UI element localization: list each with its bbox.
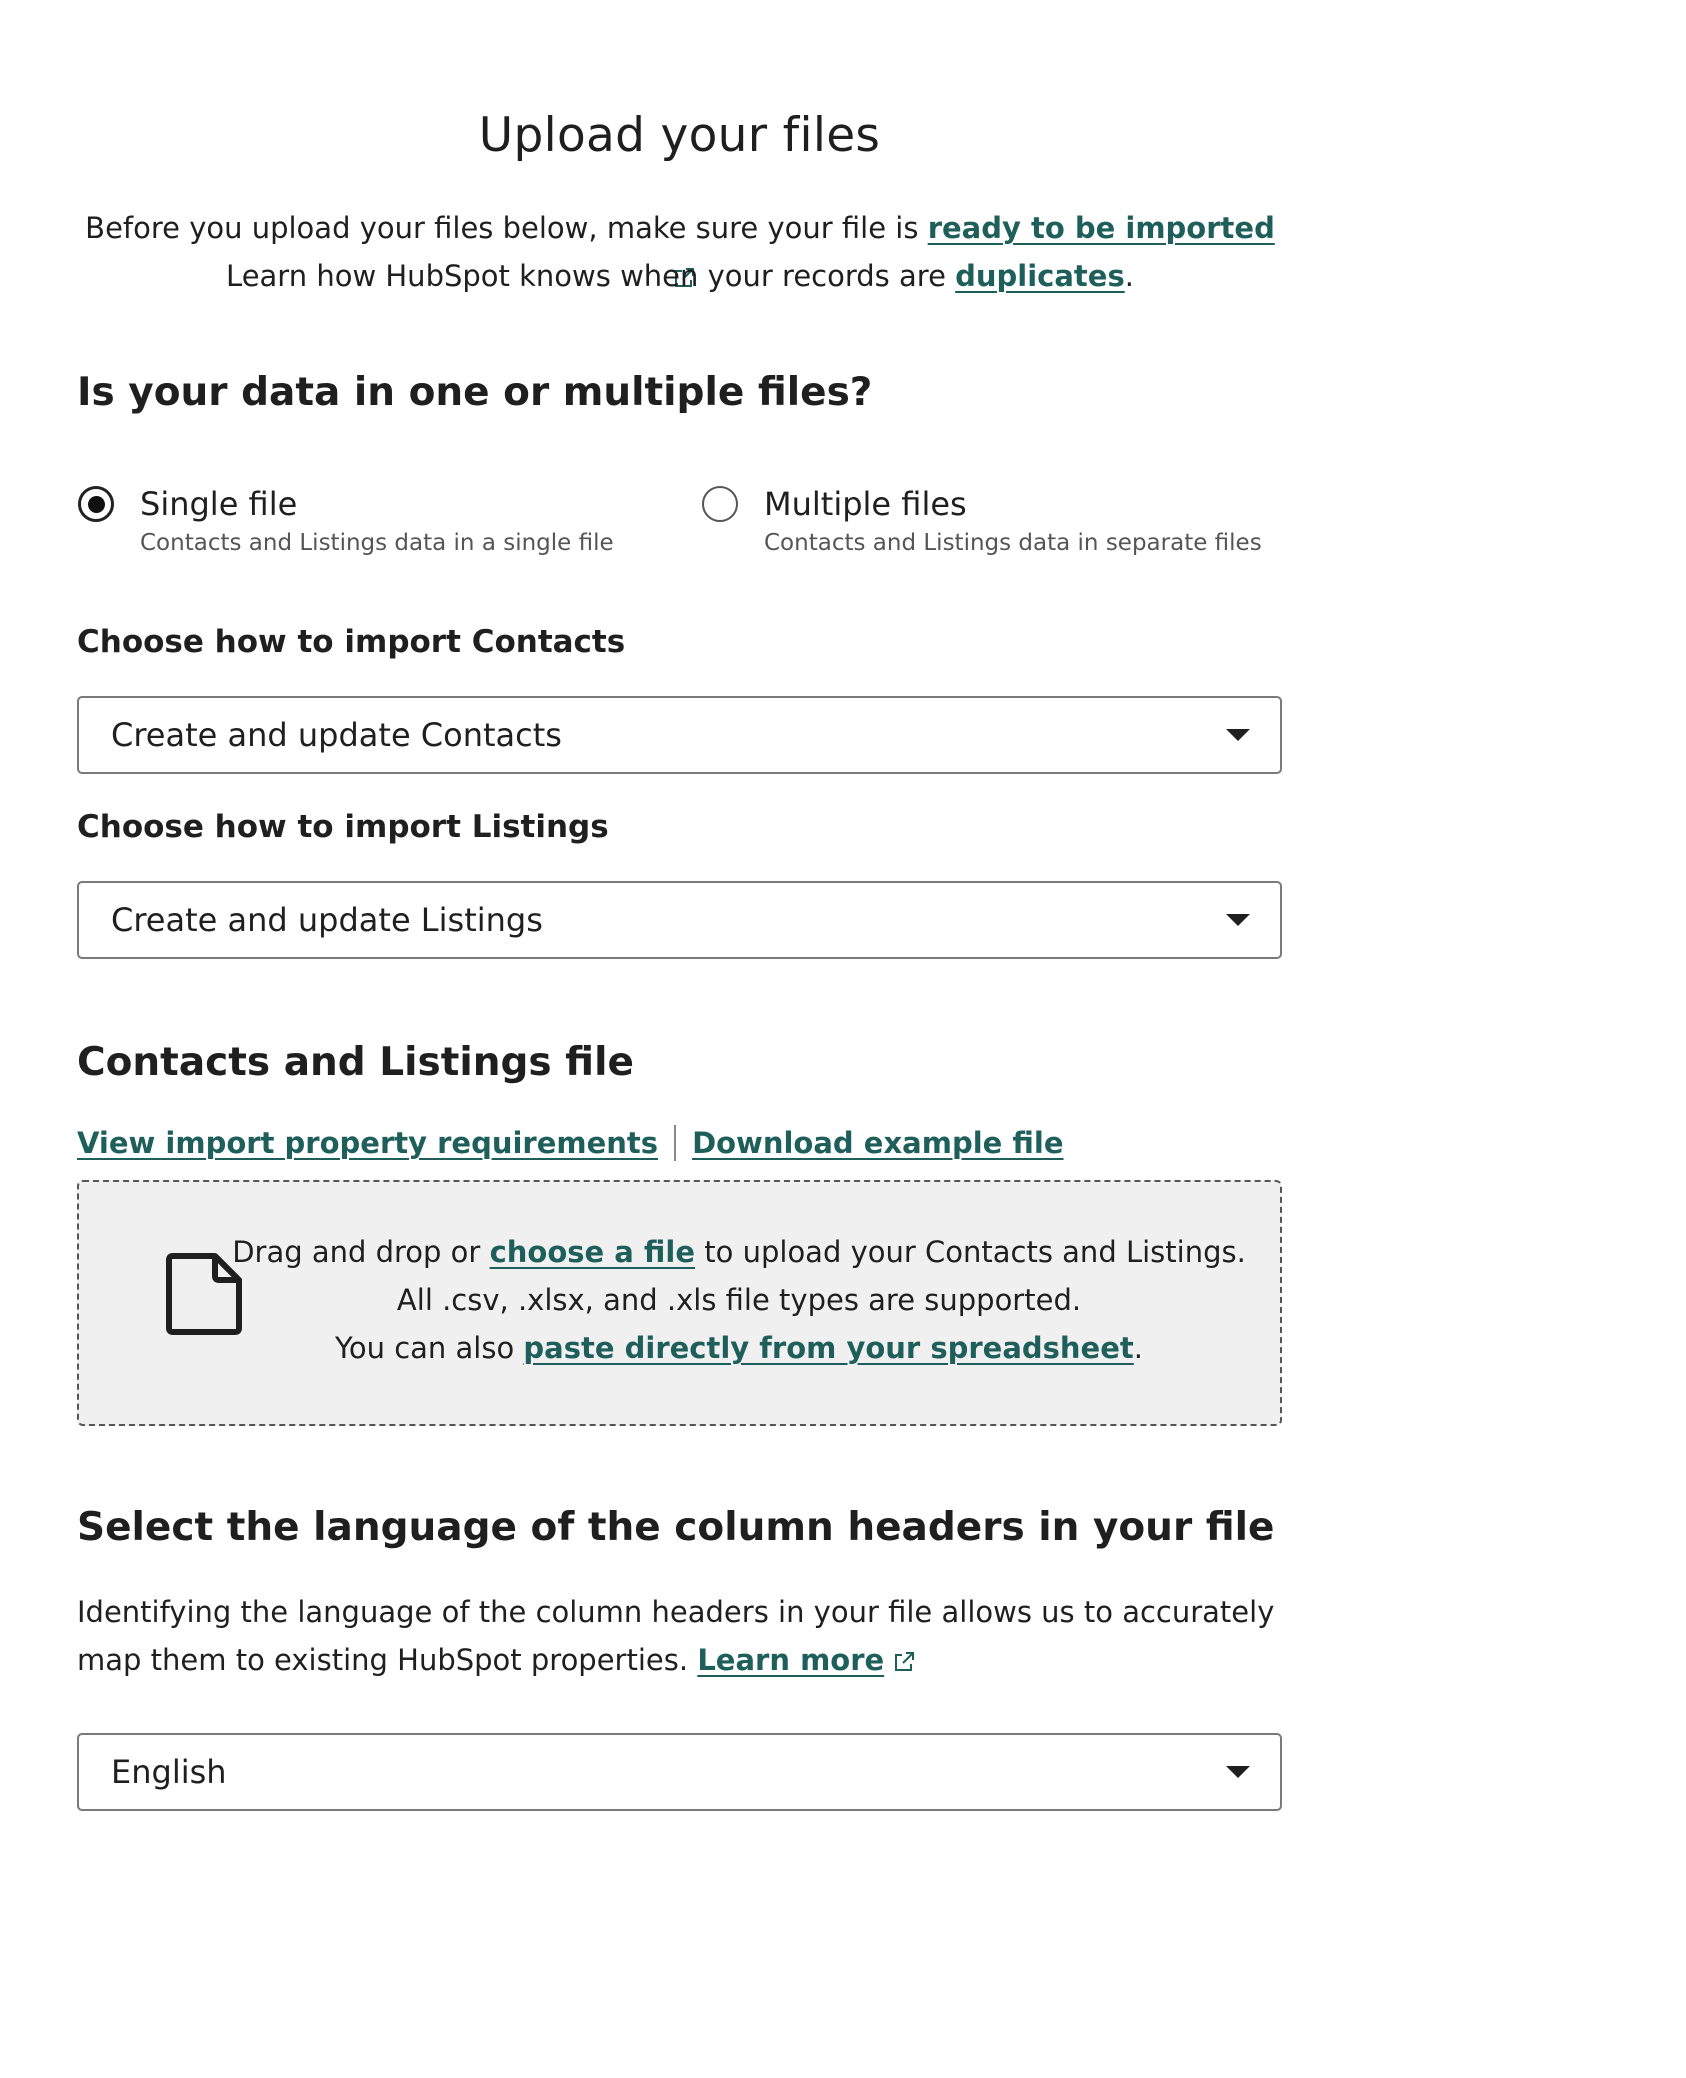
import-contacts-select[interactable] <box>77 696 1282 774</box>
select-value: Create and update Listings <box>111 901 543 939</box>
dropzone-text-part: to upload your Contacts and Listings. <box>695 1235 1246 1269</box>
dropzone-line-3 <box>209 1324 1269 1372</box>
duplicates-link[interactable]: duplicates <box>955 259 1125 293</box>
file-section-heading: Contacts and Listings file <box>77 1040 634 1085</box>
radio-multiple-files[interactable] <box>702 484 1262 556</box>
intro-text: Before you upload your files below, make sure your file is <box>85 211 928 245</box>
dropzone-line-1 <box>209 1228 1269 1276</box>
choose-file-link[interactable]: choose a file <box>489 1235 696 1269</box>
file-links-row <box>77 1125 1064 1161</box>
intro-line-duplicates <box>80 252 1280 300</box>
radio-help: Contacts and Listings data in a single file <box>140 530 614 556</box>
external-link-icon[interactable] <box>892 1650 916 1674</box>
radio-text <box>140 484 614 556</box>
radio-help: Contacts and Listings data in separate files <box>764 530 1262 556</box>
language-select[interactable] <box>77 1733 1282 1811</box>
language-description <box>77 1588 1282 1684</box>
select-value: English <box>111 1753 227 1791</box>
ready-to-be-imported-link[interactable]: ready to be imported <box>927 211 1275 245</box>
language-description-text: Identifying the language of the column headers in your file allows us to accurately map them to existing HubSpot properties. <box>77 1595 1275 1677</box>
intro-period: . <box>1124 259 1134 293</box>
import-listings-label: Choose how to import Listings <box>77 809 609 845</box>
select-value: Create and update Contacts <box>111 716 562 754</box>
dropzone-text-part: Drag and drop or <box>232 1235 490 1269</box>
language-heading: Select the language of the column headers in your file <box>77 1505 1275 1550</box>
paste-spreadsheet-link[interactable]: paste directly from your spreadsheet <box>523 1331 1134 1365</box>
radio-single-file[interactable] <box>78 484 614 556</box>
caret-down-icon <box>1226 729 1250 741</box>
download-example-link[interactable]: Download example file <box>692 1126 1064 1160</box>
dropzone-line-2: All .csv, .xlsx, and .xls file types are supported. <box>396 1283 1082 1317</box>
import-listings-select[interactable] <box>77 881 1282 959</box>
dropzone-text-part: You can also <box>335 1331 524 1365</box>
file-dropzone[interactable] <box>77 1180 1282 1426</box>
dropzone-text <box>209 1228 1269 1372</box>
radio-text <box>764 484 1262 556</box>
page-title: Upload your files <box>478 108 881 163</box>
radio-label: Multiple files <box>764 485 967 523</box>
radio-button-checked[interactable] <box>78 486 114 522</box>
caret-down-icon <box>1226 1766 1250 1778</box>
caret-down-icon <box>1226 914 1250 926</box>
view-requirements-link[interactable]: View import property requirements <box>77 1126 659 1160</box>
link-divider <box>674 1125 676 1161</box>
learn-more-link[interactable]: Learn more <box>697 1643 885 1677</box>
radio-button-unchecked[interactable] <box>702 486 738 522</box>
import-contacts-label: Choose how to import Contacts <box>77 624 626 660</box>
dropzone-text-part: . <box>1133 1331 1143 1365</box>
radio-label: Single file <box>140 485 298 523</box>
intro-text: Learn how HubSpot knows when your records are <box>226 259 956 293</box>
file-count-heading: Is your data in one or multiple files? <box>77 370 873 415</box>
